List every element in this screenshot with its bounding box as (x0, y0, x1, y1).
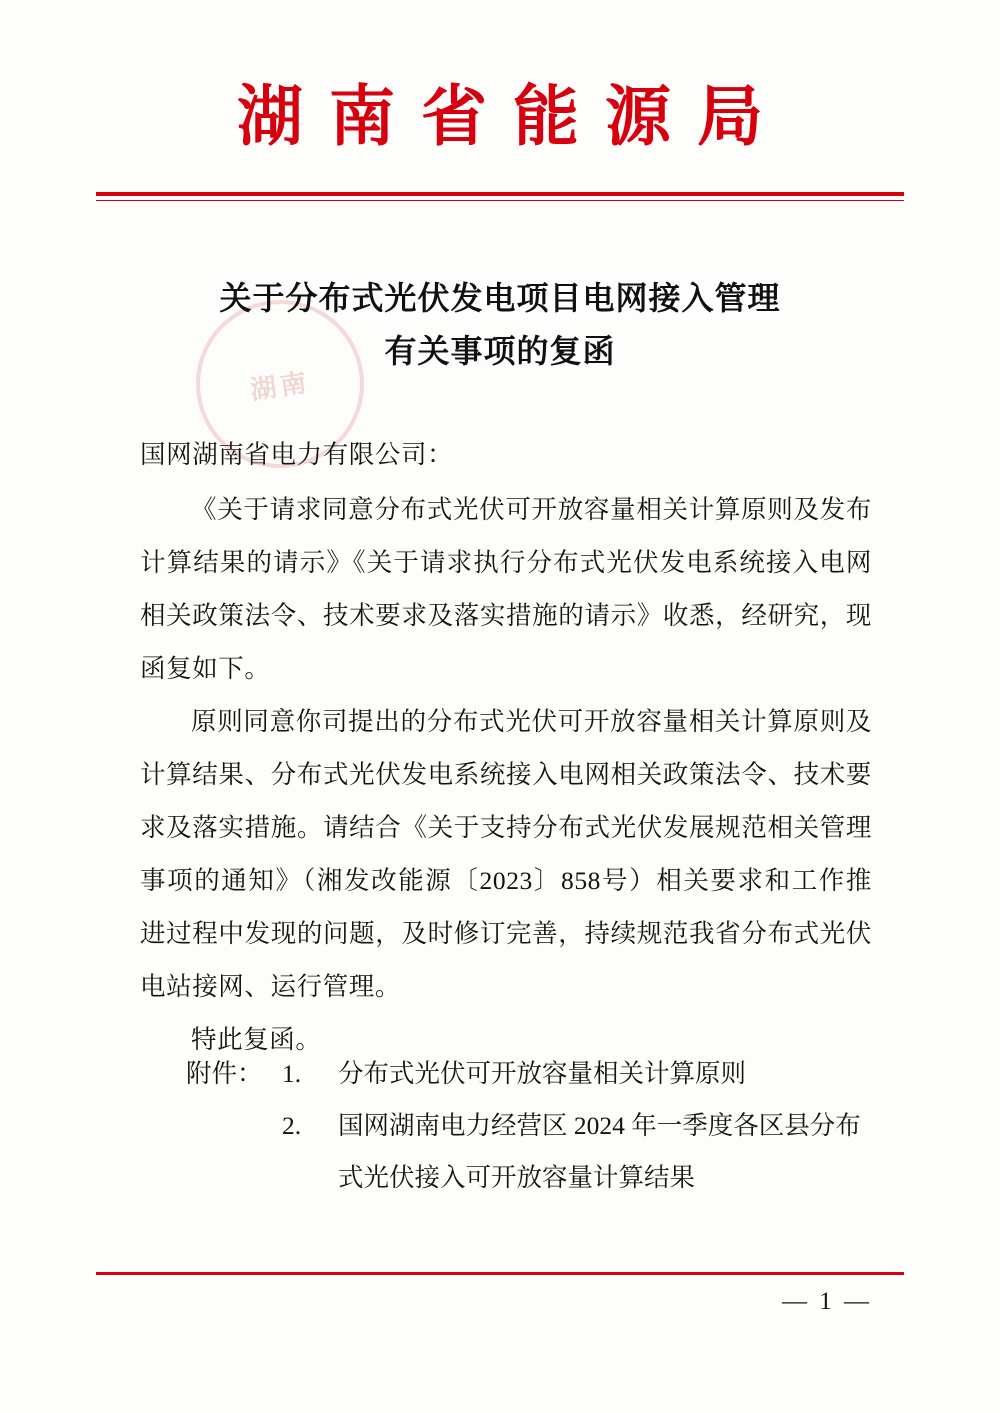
attachment-text-2-continuation: 式光伏接入可开放容量计算结果 (338, 1163, 696, 1192)
letterhead (0, 80, 1000, 156)
body-paragraph-3: 特此复函。 (191, 1025, 322, 1054)
attachment-text-1: 分布式光伏可开放容量相关计算原则 (338, 1059, 747, 1088)
page-number: — 1 — (782, 1288, 872, 1315)
footer-divider (96, 1272, 904, 1275)
page-title-line-2: 有关事项的复函 (384, 332, 616, 369)
attachments-section (186, 1048, 872, 1204)
salutation: 国网湖南省电力有限公司： (140, 440, 454, 469)
official-seal-watermark: 湖南 (185, 289, 375, 479)
attachments-label: 附件： (186, 1059, 263, 1088)
attachment-item (186, 1100, 872, 1152)
issuing-organization: 湖南省能源局 (237, 81, 789, 154)
document-body (140, 428, 872, 1066)
page-title (140, 272, 860, 378)
attachment-number-2: 2. (282, 1111, 302, 1140)
body-paragraph-2: 原则同意你司提出的分布式光伏可开放容量相关计算原则及计算结果、分布式光伏发电系统接入电网相关政策法令、技术要求及落实措施。请结合《关于支持分布式光伏发展规范相关管理事项的通知》（湘发改能源〔2023〕858号）相关要求和工作推进过程中发现的问题，及时修订完善，持续规范我省分布式光伏电站接网、运行管理。 (140, 707, 872, 1001)
divider-thin-line (96, 200, 904, 201)
attachment-text-2: 国网湖南电力经营区 2024 年一季度各区县分布 (338, 1111, 861, 1140)
attachment-item (186, 1048, 872, 1100)
page-title-line-1: 关于分布式光伏发电项目电网接入管理 (219, 280, 781, 316)
letterhead-divider (96, 192, 904, 201)
attachment-number-1: 1. (282, 1059, 302, 1088)
body-paragraph-1: 《关于请求同意分布式光伏可开放容量相关计算原则及发布计算结果的请示》《关于请求执行分布式光伏发电系统接入电网相关政策法令、技术要求及落实措施的请示》收悉，经研究，现函复如下。 (140, 495, 872, 683)
divider-thick-line (96, 192, 904, 196)
